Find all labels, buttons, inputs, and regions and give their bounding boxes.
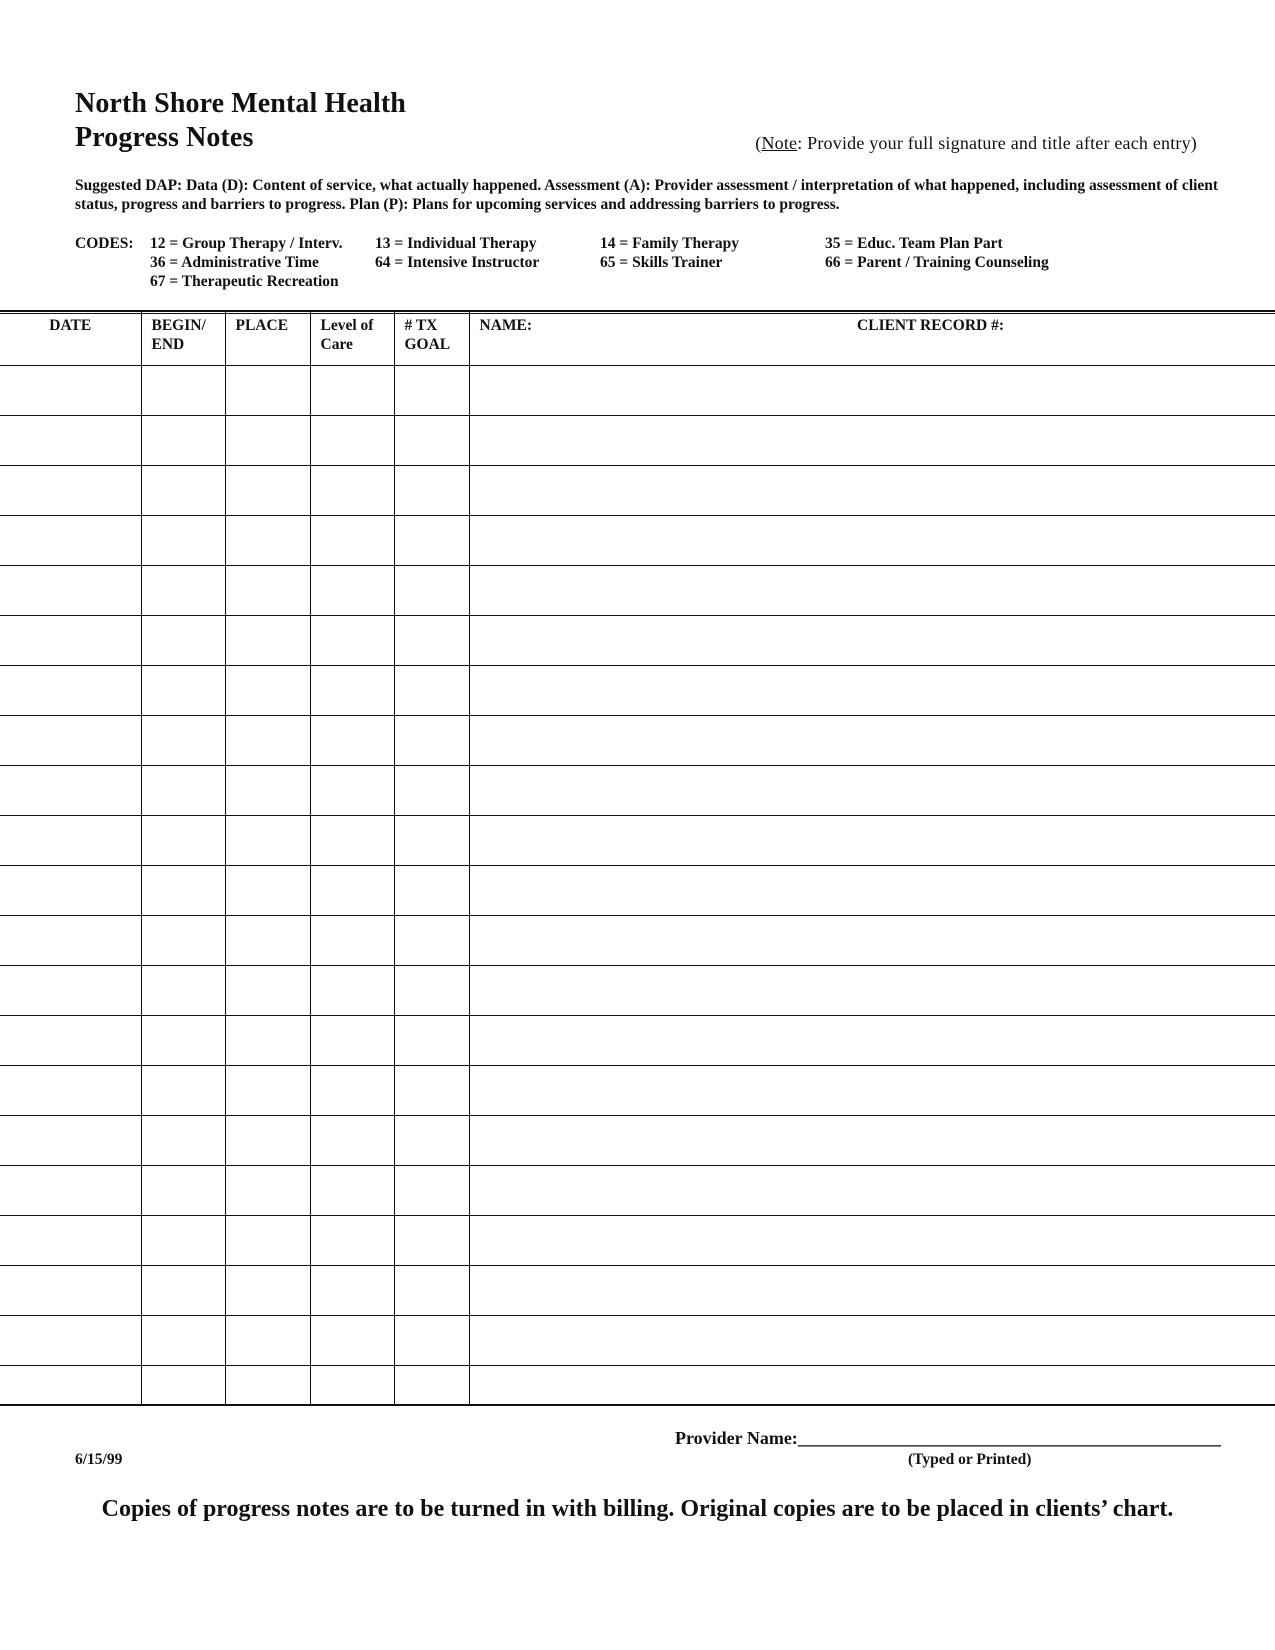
entry-cell[interactable] xyxy=(469,866,1275,916)
entry-cell[interactable] xyxy=(0,866,141,916)
entry-cell[interactable] xyxy=(469,816,1275,866)
entry-cell[interactable] xyxy=(310,1266,394,1316)
entry-cell[interactable] xyxy=(310,1216,394,1266)
codes-label: CODES: xyxy=(75,235,134,252)
entry-cell[interactable] xyxy=(469,1116,1275,1166)
entry-cell[interactable] xyxy=(469,916,1275,966)
entry-cell[interactable] xyxy=(310,666,394,716)
table-row xyxy=(0,466,1275,516)
entry-cell[interactable] xyxy=(394,566,469,616)
provider-name-field[interactable] xyxy=(675,1428,1221,1449)
entry-cell[interactable] xyxy=(0,1116,141,1166)
entry-cell[interactable] xyxy=(0,966,141,1016)
entry-cell[interactable] xyxy=(310,366,394,416)
entry-cell[interactable] xyxy=(0,766,141,816)
entry-cell[interactable] xyxy=(0,516,141,566)
entry-cell[interactable] xyxy=(0,1066,141,1116)
entry-cell[interactable] xyxy=(141,366,225,416)
grid-body xyxy=(0,366,1275,1406)
table-row xyxy=(0,1116,1275,1166)
entry-cell[interactable] xyxy=(141,1016,225,1066)
entry-cell[interactable] xyxy=(225,866,310,916)
entry-cell[interactable] xyxy=(394,966,469,1016)
entry-cell[interactable] xyxy=(0,1016,141,1066)
table-row xyxy=(0,916,1275,966)
code-item: 64 = Intensive Instructor xyxy=(375,254,540,271)
entry-cell[interactable] xyxy=(225,666,310,716)
entry-cell[interactable] xyxy=(225,1166,310,1216)
entry-cell[interactable] xyxy=(0,1166,141,1216)
provider-name-label: Provider Name: xyxy=(675,1428,798,1448)
entry-cell[interactable] xyxy=(310,1166,394,1216)
revision-date: 6/15/99 xyxy=(75,1451,123,1468)
progress-notes-grid xyxy=(0,310,1275,1406)
note-text: : Provide your full signature and title after each entry) xyxy=(797,133,1197,153)
header-row xyxy=(0,311,1275,366)
entry-cell[interactable] xyxy=(141,916,225,966)
entry-cell[interactable] xyxy=(469,1066,1275,1116)
entry-cell[interactable] xyxy=(141,1366,225,1406)
doc-title: Progress Notes xyxy=(75,122,254,153)
entry-cell[interactable] xyxy=(310,1116,394,1166)
code-item: 65 = Skills Trainer xyxy=(600,254,723,271)
table-row xyxy=(0,1166,1275,1216)
code-item: 66 = Parent / Training Counseling xyxy=(825,254,1049,271)
entry-cell[interactable] xyxy=(469,616,1275,666)
entry-cell[interactable] xyxy=(394,1316,469,1366)
code-item: 35 = Educ. Team Plan Part xyxy=(825,235,1003,252)
entry-cell[interactable] xyxy=(225,366,310,416)
entry-cell[interactable] xyxy=(469,466,1275,516)
entry-cell[interactable] xyxy=(394,1016,469,1066)
entry-cell[interactable] xyxy=(394,1366,469,1406)
col-place: PLACE xyxy=(225,311,310,366)
table-row xyxy=(0,566,1275,616)
col-name-client-record xyxy=(469,311,1275,366)
entry-cell[interactable] xyxy=(141,1316,225,1366)
org-name: North Shore Mental Health xyxy=(75,88,406,119)
entry-cell[interactable] xyxy=(0,666,141,716)
col-begin-end: BEGIN/ END xyxy=(141,311,225,366)
entry-cell[interactable] xyxy=(141,966,225,1016)
entry-cell[interactable] xyxy=(469,416,1275,466)
entry-cell[interactable] xyxy=(141,1166,225,1216)
entry-cell[interactable] xyxy=(141,866,225,916)
entry-cell[interactable] xyxy=(394,1066,469,1116)
entry-cell[interactable] xyxy=(225,566,310,616)
entry-cell[interactable] xyxy=(310,616,394,666)
entry-cell[interactable] xyxy=(141,566,225,616)
entry-cell[interactable] xyxy=(225,816,310,866)
table-row xyxy=(0,1216,1275,1266)
entry-cell[interactable] xyxy=(469,1266,1275,1316)
entry-cell[interactable] xyxy=(225,416,310,466)
entry-cell[interactable] xyxy=(394,1166,469,1216)
entry-cell[interactable] xyxy=(394,716,469,766)
entry-cell[interactable] xyxy=(310,1366,394,1406)
table-row xyxy=(0,966,1275,1016)
table-row xyxy=(0,416,1275,466)
entry-cell[interactable] xyxy=(469,1366,1275,1406)
entry-cell[interactable] xyxy=(0,416,141,466)
entry-cell[interactable] xyxy=(469,566,1275,616)
billing-notice: Copies of progress notes are to be turned in with billing. Original copies are to be placed in clients’ chart. xyxy=(101,1496,1174,1522)
entry-cell[interactable] xyxy=(141,616,225,666)
entry-cell[interactable] xyxy=(310,566,394,616)
entry-cell[interactable] xyxy=(225,716,310,766)
entry-cell[interactable] xyxy=(141,1266,225,1316)
entry-cell[interactable] xyxy=(225,916,310,966)
table-row xyxy=(0,1016,1275,1066)
entry-cell[interactable] xyxy=(141,666,225,716)
entry-cell[interactable] xyxy=(394,916,469,966)
entry-cell[interactable] xyxy=(469,766,1275,816)
code-item: 36 = Administrative Time xyxy=(150,254,319,271)
entry-cell[interactable] xyxy=(141,716,225,766)
entry-cell[interactable] xyxy=(310,966,394,1016)
entry-cell[interactable] xyxy=(310,466,394,516)
entry-cell[interactable] xyxy=(394,1116,469,1166)
provider-name-line: _______________________________________________ xyxy=(797,1428,1221,1448)
entry-cell[interactable] xyxy=(0,366,141,416)
entry-cell[interactable] xyxy=(310,866,394,916)
entry-cell[interactable] xyxy=(310,1066,394,1116)
entry-cell[interactable] xyxy=(0,566,141,616)
table-row xyxy=(0,616,1275,666)
entry-cell[interactable] xyxy=(394,416,469,466)
col-date: DATE xyxy=(0,311,141,366)
entry-cell[interactable] xyxy=(141,516,225,566)
entry-cell[interactable] xyxy=(0,616,141,666)
table-row xyxy=(0,1316,1275,1366)
entry-cell[interactable] xyxy=(310,916,394,966)
entry-cell[interactable] xyxy=(394,816,469,866)
table-row xyxy=(0,366,1275,416)
entry-cell[interactable] xyxy=(310,766,394,816)
entry-cell[interactable] xyxy=(469,1016,1275,1066)
table-row xyxy=(0,516,1275,566)
entry-cell[interactable] xyxy=(141,1116,225,1166)
entry-cell[interactable] xyxy=(225,1216,310,1266)
entry-cell[interactable] xyxy=(394,366,469,416)
entry-cell[interactable] xyxy=(0,466,141,516)
entry-cell[interactable] xyxy=(0,716,141,766)
entry-cell[interactable] xyxy=(394,866,469,916)
table-row xyxy=(0,716,1275,766)
entry-cell[interactable] xyxy=(225,466,310,516)
entry-cell[interactable] xyxy=(394,466,469,516)
client-record-label: CLIENT RECORD #: xyxy=(857,317,1005,334)
entry-cell[interactable] xyxy=(141,1066,225,1116)
entry-cell[interactable] xyxy=(394,666,469,716)
entry-cell[interactable] xyxy=(225,966,310,1016)
entry-cell[interactable] xyxy=(469,1216,1275,1266)
entry-cell[interactable] xyxy=(0,1266,141,1316)
entry-cell[interactable] xyxy=(0,816,141,866)
table-row xyxy=(0,1266,1275,1316)
col-tx-goal: # TX GOAL xyxy=(394,311,469,366)
entry-cell[interactable] xyxy=(225,766,310,816)
entry-cell[interactable] xyxy=(394,616,469,666)
entry-cell[interactable] xyxy=(469,666,1275,716)
entry-cell[interactable] xyxy=(141,1216,225,1266)
entry-cell[interactable] xyxy=(141,816,225,866)
table-row xyxy=(0,1066,1275,1116)
note-open-paren: ( xyxy=(755,133,762,153)
entry-cell[interactable] xyxy=(225,1366,310,1406)
entry-cell[interactable] xyxy=(469,966,1275,1016)
entry-cell[interactable] xyxy=(394,1216,469,1266)
entry-cell[interactable] xyxy=(310,816,394,866)
table-row xyxy=(0,766,1275,816)
entry-cell[interactable] xyxy=(225,1316,310,1366)
entry-cell[interactable] xyxy=(0,1216,141,1266)
code-item: 14 = Family Therapy xyxy=(600,235,740,252)
entry-cell[interactable] xyxy=(225,1266,310,1316)
entry-cell[interactable] xyxy=(225,1066,310,1116)
entry-cell[interactable] xyxy=(141,416,225,466)
entry-cell[interactable] xyxy=(141,466,225,516)
table-row xyxy=(0,866,1275,916)
entry-cell[interactable] xyxy=(310,1316,394,1366)
entry-cell[interactable] xyxy=(469,1316,1275,1366)
table-row xyxy=(0,816,1275,866)
entry-cell[interactable] xyxy=(310,1016,394,1066)
entry-cell[interactable] xyxy=(0,916,141,966)
note-label: Note xyxy=(761,133,798,153)
entry-cell[interactable] xyxy=(0,1366,141,1406)
entry-cell[interactable] xyxy=(0,1316,141,1366)
code-item: 13 = Individual Therapy xyxy=(375,235,537,252)
entry-cell[interactable] xyxy=(310,416,394,466)
entry-cell[interactable] xyxy=(225,616,310,666)
entry-cell[interactable] xyxy=(469,366,1275,416)
typed-or-printed-note: (Typed or Printed) xyxy=(908,1451,1032,1468)
entry-cell[interactable] xyxy=(394,766,469,816)
entry-cell[interactable] xyxy=(225,516,310,566)
entry-cell[interactable] xyxy=(469,716,1275,766)
entry-cell[interactable] xyxy=(394,516,469,566)
table-row xyxy=(0,666,1275,716)
dap-guidance: Suggested DAP: Data (D): Content of service, what actually happened. Assessment (A): Provider assessment / interpretation of what happened, including assessment of client status, progress and barriers to progress. Plan (P): Plans for upcoming services and addressing barriers to progress. xyxy=(75,177,1219,213)
entry-cell[interactable] xyxy=(469,1166,1275,1216)
table-row xyxy=(0,1366,1275,1406)
entry-cell[interactable] xyxy=(225,1016,310,1066)
entry-cell[interactable] xyxy=(310,516,394,566)
entry-cell[interactable] xyxy=(469,516,1275,566)
name-label: NAME: xyxy=(479,317,533,334)
entry-cell[interactable] xyxy=(141,766,225,816)
entry-cell[interactable] xyxy=(394,1266,469,1316)
code-item: 12 = Group Therapy / Interv. xyxy=(150,235,343,252)
code-item: 67 = Therapeutic Recreation xyxy=(150,273,339,290)
col-level-of-care: Level of Care xyxy=(310,311,394,366)
signature-note xyxy=(755,133,1197,154)
entry-cell[interactable] xyxy=(310,716,394,766)
entry-cell[interactable] xyxy=(225,1116,310,1166)
